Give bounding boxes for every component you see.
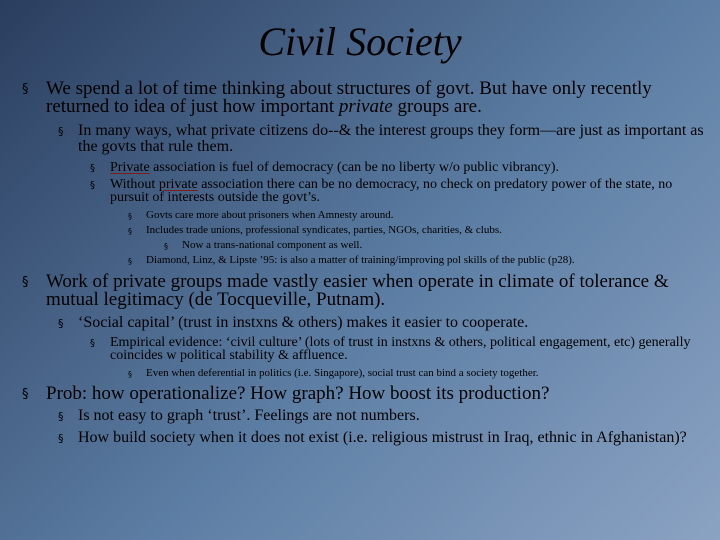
bullet-item: [22, 273, 702, 309]
bullet-text: How build society when it does not exist (i.e. religious mistrust in Iraq, ethnic in Afghanistan)?: [78, 429, 687, 446]
bullet-text: [46, 80, 702, 116]
bullet-icon: §: [58, 432, 64, 445]
bullet-icon: §: [58, 317, 64, 330]
bullet-text: [110, 178, 705, 204]
bullet-icon: §: [128, 212, 132, 221]
bullet-text: Now a trans-national component as well.: [182, 239, 363, 251]
bullet-icon: §: [90, 180, 95, 191]
bullet-icon: §: [58, 125, 64, 138]
bullet-text: Is not easy to graph ‘trust’. Feelings are not numbers.: [78, 407, 420, 424]
bullet-item: [128, 254, 708, 267]
bullet-item: [90, 161, 705, 174]
slide-title: Civil Society: [258, 19, 462, 64]
bullet-icon: §: [128, 257, 132, 266]
bullet-text: Even when deferential in politics (i.e. Singapore), social trust can bind a society together.: [146, 367, 539, 379]
bullet-icon: §: [58, 410, 64, 423]
bullet-item: [128, 224, 708, 237]
bullet-text: In many ways, what private citizens do--& the interest groups they form—are just as important as the govts that rule them.: [78, 122, 704, 155]
bullet-text: ‘Social capital’ (trust in instxns & others) makes it easier to cooperate.: [78, 314, 529, 331]
bullet-text-part: association is fuel of democracy (can be no liberty w/o public vibrancy).: [149, 160, 560, 175]
bullet-text-part: association there can be no democracy, no check on predatory power of the state, no pursuit of interests outside the govt’s.: [110, 177, 673, 205]
bullet-item: [164, 239, 704, 252]
bullet-item: [22, 385, 702, 403]
bullet-icon: §: [22, 387, 29, 402]
bullet-icon: §: [22, 275, 29, 290]
bullet-text: [110, 161, 705, 174]
bullet-item: [90, 178, 705, 204]
bullet-text-part: Without: [110, 177, 159, 192]
bullet-text-part: We spend a lot of time thinking about structures of govt. But have only recently returned to idea of just how important: [46, 78, 652, 117]
bullet-item: [128, 209, 708, 222]
bullet-item: [90, 336, 705, 362]
bullet-text: Empirical evidence: ‘civil culture’ (lots of trust in instxns & others, political engagement, etc) generally coincides w political stability & affluence.: [110, 335, 691, 363]
bullet-text: Diamond, Linz, & Lipste ’95: is also a matter of training/improving pol skills of the public (p28).: [146, 254, 575, 266]
bullet-item: [58, 430, 708, 446]
bullet-icon: §: [22, 82, 29, 97]
bullet-item: [128, 367, 708, 380]
bullet-text-part: groups are.: [392, 96, 482, 117]
bullet-icon: §: [90, 338, 95, 349]
bullet-item: [58, 408, 708, 424]
highlighted-word: private: [158, 177, 198, 192]
bullet-text: Govts care more about prisoners when Amnesty around.: [146, 209, 394, 221]
highlighted-word: Private: [110, 160, 150, 175]
bullet-item: [58, 315, 708, 331]
emphasis-text: private: [338, 96, 393, 117]
bullet-text: Includes trade unions, professional syndicates, parties, NGOs, charities, & clubs.: [146, 224, 502, 236]
bullet-text: Prob: how operationalize? How graph? How boost its production?: [46, 383, 550, 404]
bullet-item: [22, 80, 702, 116]
bullet-icon: §: [164, 242, 168, 251]
bullet-icon: §: [90, 163, 95, 174]
bullet-icon: §: [128, 370, 132, 379]
bullet-text: Work of private groups made vastly easier when operate in climate of tolerance & mutual legitimacy (de Tocqueville, Putnam).: [46, 271, 669, 310]
bullet-item: [58, 123, 708, 155]
bullet-icon: §: [128, 227, 132, 236]
